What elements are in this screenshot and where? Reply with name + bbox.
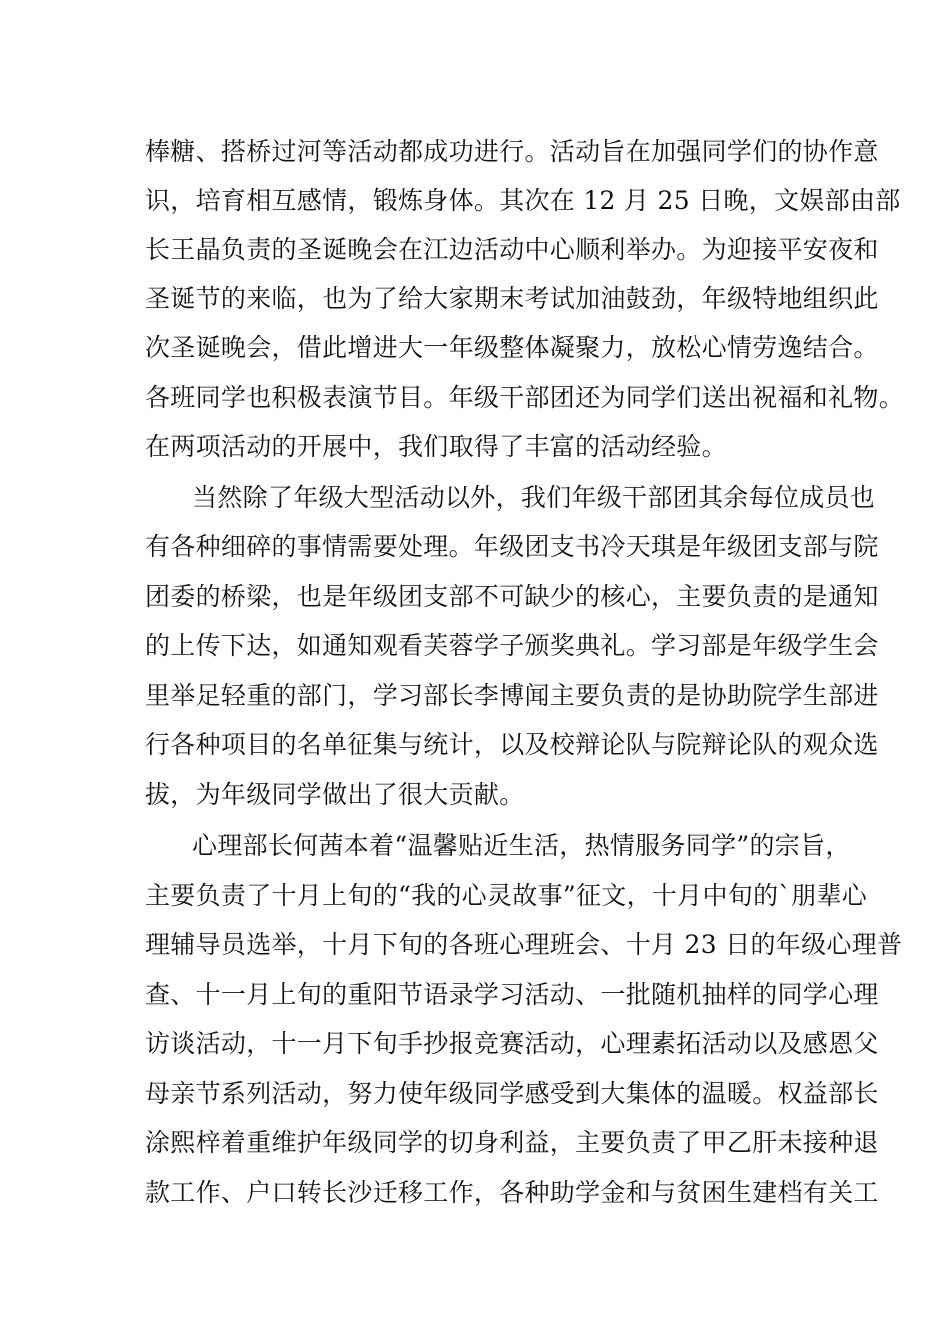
text-line: 里举足轻重的部门，学习部长李博闻主要负责的是协助院学生部进 [145,681,879,710]
text-line: 识，培育相互感情，锻炼身体。其次在 12 月 25 日晚，文娱部由部 [145,186,901,215]
text-line: 长王晶负责的圣诞晚会在江边活动中心顺利举办。为迎接平安夜和 [145,235,879,264]
text-line: 的上传下达，如通知观看芙蓉学子颁奖典礼。学习部是年级学生会 [145,631,879,660]
text-line: 有各种细碎的事情需要处理。年级团支书冷天琪是年级团支部与院 [145,532,879,561]
text-line: 行各种项目的名单征集与统计，以及校辩论队与院辩论队的观众选 [145,730,879,759]
paragraph-start-line: 心理部长何茜本着“温馨贴近生活，热情服务同学”的宗旨， [192,831,851,860]
text-line: 各班同学也积极表演节目。年级干部团还为同学们送出祝福和礼物。 [145,383,905,412]
text-line: 拔，为年级同学做出了很大贡献。 [145,780,525,809]
text-line: 团委的桥梁，也是年级团支部不可缺少的核心，主要负责的是通知 [145,582,879,611]
paragraph-start-line: 当然除了年级大型活动以外，我们年级干部团其余每位成员也 [192,483,876,512]
text-line: 主要负责了十月上旬的“我的心灵故事”征文，十月中旬的`朋辈心 [145,881,868,910]
text-line: 在两项活动的开展中，我们取得了丰富的活动经验。 [145,432,727,461]
text-line: 棒糖、搭桥过河等活动都成功进行。活动旨在加强同学们的协作意 [145,137,879,166]
text-line: 涂熙梓着重维护年级同学的切身利益，主要负责了甲乙肝未接种退 [145,1128,879,1157]
text-line: 款工作、户口转长沙迁移工作，各种助学金和与贫困生建档有关工 [145,1178,879,1207]
text-line: 母亲节系列活动，努力使年级同学感受到大集体的温暖。权益部长 [145,1079,879,1108]
text-line: 访谈活动，十一月下旬手抄报竞赛活动，心理素拓活动以及感恩父 [145,1029,879,1058]
text-line: 理辅导员选举，十月下旬的各班心理班会、十月 23 日的年级心理普 [145,930,903,959]
text-line: 圣诞节的来临，也为了给大家期末考试加油鼓劲，年级特地组织此 [145,284,879,313]
text-line: 查、十一月上旬的重阳节语录学习活动、一批随机抽样的同学心理 [145,980,879,1009]
text-line: 次圣诞晚会，借此增进大一年级整体凝聚力，放松心情劳逸结合。 [145,333,879,362]
